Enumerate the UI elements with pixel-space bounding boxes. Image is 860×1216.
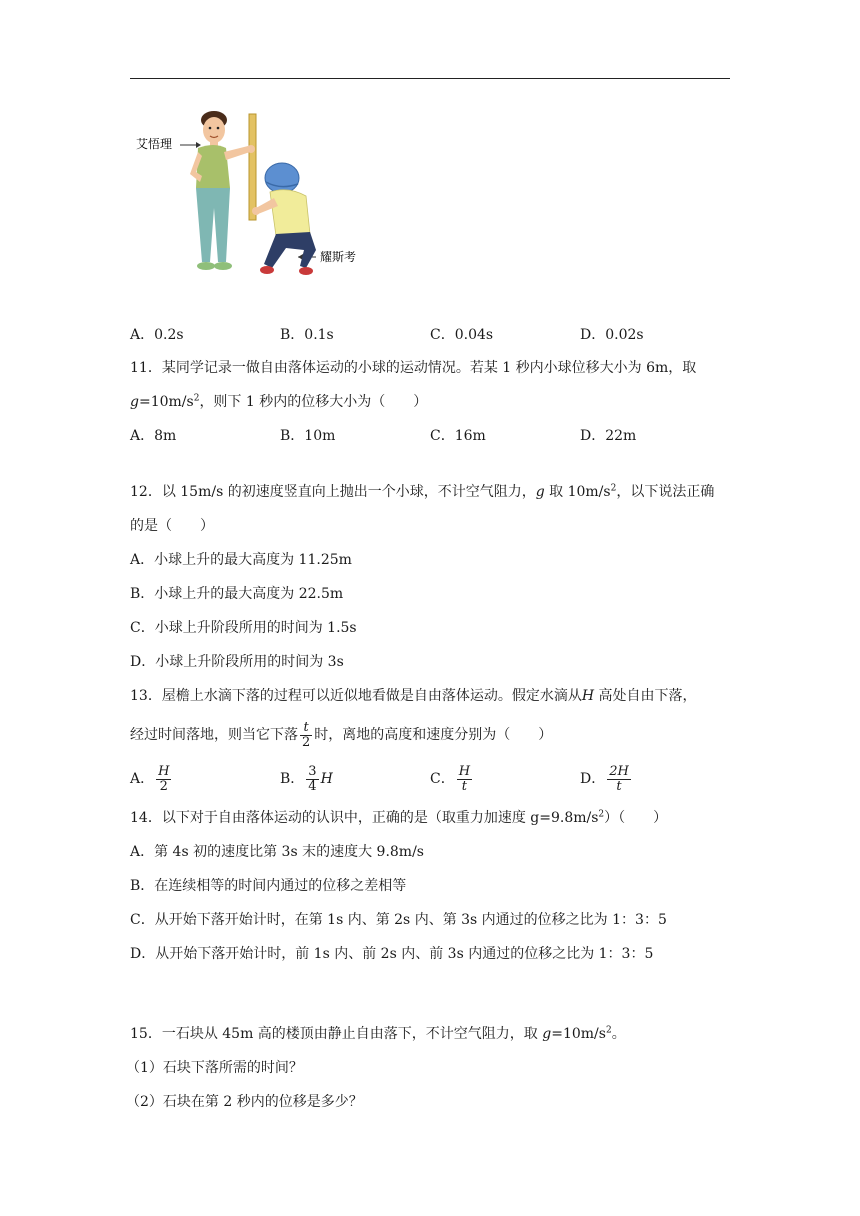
q14-option-b: B．在连续相等的时间内通过的位移之差相等 [130, 878, 407, 894]
ruler [249, 114, 256, 220]
header-rule [130, 78, 730, 79]
q12-stem-line1: 12．以 15m/s 的初速度竖直向上抛出一个小球，不计空气阻力，g 取 $10m/s^2$，以下说法正确 [130, 483, 715, 500]
q11-option-c: C．16m [430, 428, 486, 444]
q14-stem: 14．以下对于自由落体运动的认识中，正确的是（取重力加速度 $g=9.8m/s^2$）（ ） [130, 809, 668, 826]
t-over-2-fraction: $\frac{t}{2}$ [302, 719, 311, 750]
q14-option-d: D．从开始下落开始计时，前 1s 内、前 2s 内、前 3s 内通过的位移之比为 1：3：5 [130, 946, 654, 962]
standing-person [190, 111, 255, 270]
q12-option-a: A．小球上升的最大高度为 11.25m [130, 552, 352, 568]
q13-option-d: D． $\frac{2H}{t}$ [580, 763, 629, 794]
figure-label-left: 艾悟理 [136, 137, 173, 151]
q11-option-b: B．10m [280, 428, 336, 444]
q12-option-c: C．小球上升阶段所用的时间为 1.5s [130, 620, 357, 636]
q15-stem: 15．一石块从 45m 高的楼顶由静止自由落下，不计空气阻力，取 $g=10m/s^2$。 [130, 1025, 626, 1042]
q10-option-a: A．0.2s [130, 327, 184, 343]
reaction-time-figure [130, 108, 380, 283]
q12-stem-line2: 的是（ ） [130, 518, 214, 534]
q10-option-c: C．0.04s [430, 327, 494, 343]
q13-stem-line1: 13．屋檐上水滴下落的过程可以近似地看做是自由落体运动。假定水滴从H 高处自由下落， [130, 688, 697, 704]
q13-option-a: A． $\frac{H}{2}$ [130, 763, 170, 794]
q13-stem-line2: 经过时间落地，则当它下落 $\frac{t}{2}$ 时，离地的高度和速度分别为（ ） [130, 719, 553, 750]
q10-option-d: D．0.02s [580, 327, 644, 343]
q14-option-c: C．从开始下落开始计时，在第 1s 内、第 2s 内、第 3s 内通过的位移之比为 1：3：5 [130, 912, 667, 928]
q15-sub-question-1: （1）石块下落所需的时间？ [126, 1060, 303, 1076]
q11-option-a: A．8m [130, 428, 177, 444]
q13-option-b: B． $\frac{3}{4}$ H [280, 763, 333, 794]
figure-label-right: 耀斯考 [320, 250, 357, 264]
crouching-person [252, 163, 316, 275]
q15-sub-question-2: （2）石块在第 2 秒内的位移是多少？ [126, 1094, 363, 1110]
q11-stem-line1: 11．某同学记录一做自由落体运动的小球的运动情况。若某 1 秒内小球位移大小为 6m，取 [130, 360, 697, 376]
q12-option-d: D．小球上升阶段所用的时间为 3s [130, 654, 344, 670]
q10-option-b: B．0.1s [280, 327, 334, 343]
q12-option-b: B．小球上升的最大高度为 22.5m [130, 586, 344, 602]
q11-stem-line2: $g=10m/s^2$，则下 1 秒内的位移大小为（ ） [130, 393, 428, 410]
q11-option-d: D．22m [580, 428, 637, 444]
q14-option-a: A．第 4s 初的速度比第 3s 末的速度大 9.8m/s [130, 844, 424, 860]
q13-option-c: C． $\frac{H}{t}$ [430, 763, 471, 794]
